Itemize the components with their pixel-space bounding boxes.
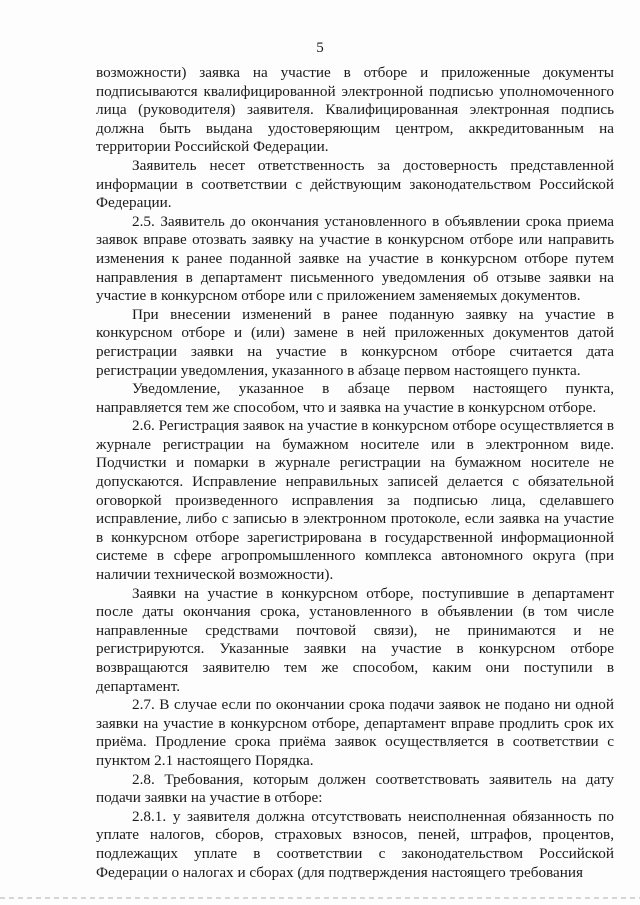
paragraph-2-5-notice: Уведомление, указанное в абзаце первом настоящего пункта, направляется тем же способом, что и заявка на участие в конкурсном отборе. — [96, 380, 614, 416]
paragraph-2-5-changes: При внесении изменений в ранее поданную заявку на участие в конкурсном отборе и (или) замене в ней приложенных документов датой регистрации заявки на участие в конкурсном отборе считается дата регистрации уведомления, указанного в абзаце первом настоящего пункта. — [96, 305, 614, 379]
paragraph-2-6-late-applications: Заявки на участие в конкурсном отборе, поступившие в департамент после даты окончания срока, установленного в объявлении (в том числе направленные средствами почтовой связи), не принимаются и не регистрируются. Указанные заявки на участие в конкурсном отборе возвращаются заявителю тем же способом, каким они поступили в департамент. — [96, 584, 614, 695]
paragraph-applicant-responsibility: Заявитель несет ответственность за достоверность представленной информации в соответствии с действующим законодательством Российской Федерации. — [96, 156, 614, 212]
paragraph-2-6: 2.6. Регистрация заявок на участие в конкурсном отборе осуществляется в журнале регистрации на бумажном носителе или в электронном виде. Подчистки и помарки в журнале регистрации на бумажном носителе не допускаются. Исправление неправильных записей делается с обязательной оговоркой произведенного исправления за подписью лица, сделавшего исправление, либо с записью в электронном протоколе, если заявка на участие в конкурсном отборе зарегистрирована в государственной информационной системе в сфере агропромышленного комплекса автономного округа (при наличии технической возможности). — [96, 417, 614, 584]
paragraph-2-8: 2.8. Требования, которым должен соответствовать заявитель на дату подачи заявки на участие в отборе: — [96, 770, 614, 807]
paragraph-2-7: 2.7. В случае если по окончании срока подачи заявок не подано ни одной заявки на участие в конкурсном отборе, департамент вправе продлить срок их приёма. Продление срока приёма заявок осуществляется в соответствии с пунктом 2.1 настоящего Порядка. — [96, 696, 614, 769]
paragraph-signature-continuation: возможности) заявка на участие в отборе и приложенные документы подписываются квалифицированной электронной подписью уполномоченного лица (руководителя) заявителя. Квалифицированная электронная подпись должна быть выдана удостоверяющим центром, аккредитованным на территории Российской Федерации. — [96, 64, 614, 156]
paragraph-2-8-1: 2.8.1. у заявителя должна отсутствовать неисполненная обязанность по уплате налогов, сборов, страховых взносов, пеней, штрафов, процентов, подлежащих уплате в соответствии с законодательством Российской Федерации о налогах и сборах (для подтверждения настоящего требования — [96, 807, 614, 881]
scan-edge-line — [0, 897, 640, 899]
document-body — [96, 64, 614, 882]
page-number: 5 — [316, 40, 324, 56]
paragraph-2-5: 2.5. Заявитель до окончания установленного в объявлении срока приема заявок вправе отозвать заявку на участие в конкурсном отборе или направить изменения к ранее поданной заявке на участие в конкурсном отборе путем направления в департамент письменного уведомления об отзыве заявки на участие в конкурсном отборе или с приложением заменяемых документов. — [96, 212, 614, 305]
